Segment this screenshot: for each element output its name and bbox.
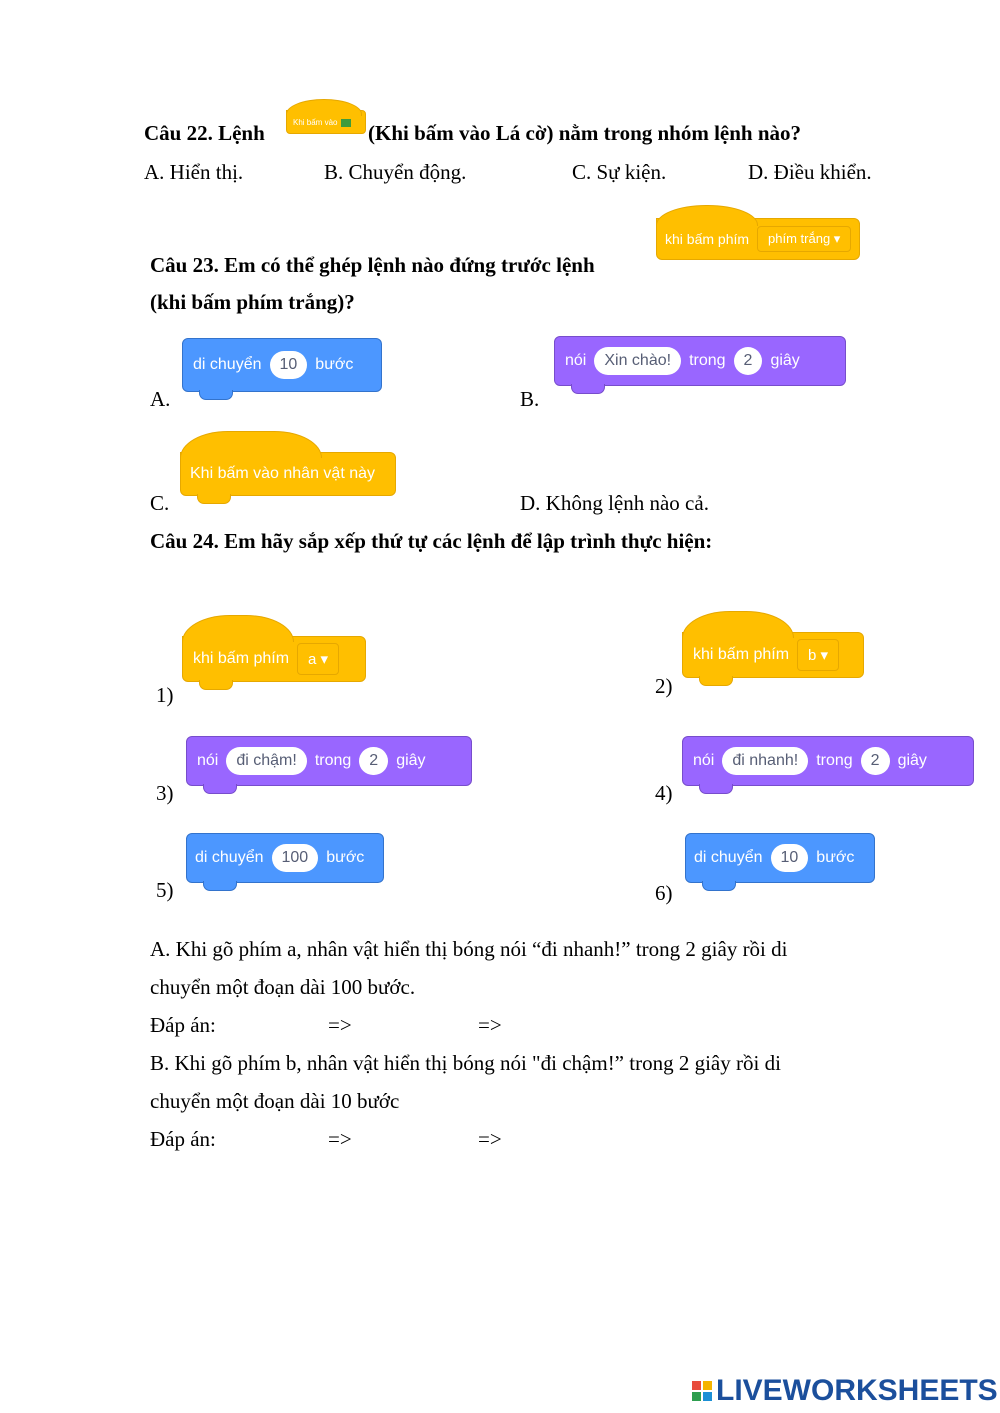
- q23-option-c-letter[interactable]: C.: [150, 491, 170, 515]
- q23-block-label: khi bấm phím: [665, 231, 750, 247]
- block-dropdown: a ▾: [297, 643, 339, 675]
- block-label: nói: [565, 352, 587, 369]
- block-label: di chuyển: [694, 849, 763, 866]
- block-value: 10: [771, 844, 809, 872]
- q24-b-line2: chuyển một đoạn dài 10 bước: [150, 1089, 400, 1113]
- q24-item5-block[interactable]: [186, 833, 384, 883]
- block-value2: 2: [734, 347, 763, 375]
- q24-item6-block[interactable]: [685, 833, 875, 883]
- block-mid: trong: [314, 752, 352, 769]
- block-label: nói: [693, 752, 715, 769]
- block-value: đi chậm!: [226, 747, 306, 775]
- block-label: di chuyển: [193, 356, 262, 373]
- q24-item1-block[interactable]: [182, 636, 366, 682]
- q24-item1-number: 1): [156, 683, 174, 707]
- block-suffix: bước: [315, 356, 354, 373]
- q24-item3-number: 3): [156, 781, 174, 805]
- block-label: khi bấm phím: [693, 646, 790, 663]
- q22-option-d[interactable]: D. Điều khiển.: [748, 160, 872, 184]
- q22-option-b[interactable]: B. Chuyển động.: [324, 160, 467, 184]
- block-dropdown: b ▾: [797, 639, 839, 671]
- q23-option-b-letter[interactable]: B.: [520, 387, 540, 411]
- logo-text: LIVEWORKSHEETS: [716, 1374, 998, 1407]
- block-mid: trong: [816, 752, 853, 769]
- block-mid: trong: [689, 352, 726, 369]
- q24-b-arrow-1: =>: [328, 1127, 352, 1151]
- logo-grid-icon: [692, 1381, 712, 1401]
- q23-option-b-block[interactable]: [554, 336, 846, 386]
- q24-item4-block[interactable]: [682, 736, 974, 786]
- q23-line1: Câu 23. Em có thể ghép lệnh nào đứng trước lệnh: [150, 253, 595, 277]
- block-suffix: giây: [770, 352, 800, 369]
- q23-block-dropdown: phím trắng ▾: [757, 226, 851, 252]
- q22-prefix: Câu 22. Lệnh: [144, 121, 265, 145]
- q23-option-a-block[interactable]: [182, 338, 382, 392]
- q24-item6-number: 6): [655, 881, 673, 905]
- block-label: Khi bấm vào nhân vật này: [190, 465, 376, 482]
- q24-a-line1: A. Khi gõ phím a, nhân vật hiển thị bóng nói “đi nhanh!” trong 2 giây rồi di: [150, 937, 788, 961]
- q23-line2: (khi bấm phím trắng)?: [150, 290, 355, 314]
- q23-key-white-block: [656, 218, 860, 260]
- block-value: 100: [272, 844, 319, 872]
- block-suffix: bước: [326, 849, 365, 866]
- q22-green-flag-block: [286, 110, 366, 134]
- q24-b-line1: B. Khi gõ phím b, nhân vật hiển thị bóng nói "đi chậm!” trong 2 giây rồi di: [150, 1051, 781, 1075]
- block-value: 10: [270, 351, 308, 379]
- block-value2: 2: [861, 747, 890, 775]
- block-value: đi nhanh!: [722, 747, 808, 775]
- q24-a-answer-label: Đáp án:: [150, 1013, 216, 1037]
- q24-item3-block[interactable]: [186, 736, 472, 786]
- block-suffix: bước: [816, 849, 855, 866]
- block-label: di chuyển: [195, 849, 264, 866]
- block-label: khi bấm phím: [193, 650, 290, 667]
- liveworksheets-logo: [692, 1374, 998, 1408]
- q22-suffix: (Khi bấm vào Lá cờ) nằm trong nhóm lệnh nào?: [368, 121, 802, 145]
- q24-a-line2: chuyển một đoạn dài 100 bước.: [150, 975, 416, 999]
- q24-b-answer-label: Đáp án:: [150, 1127, 216, 1151]
- q24-item5-number: 5): [156, 878, 174, 902]
- q24-item4-number: 4): [655, 781, 673, 805]
- block-label: nói: [197, 752, 219, 769]
- q23-option-a-letter[interactable]: A.: [150, 387, 171, 411]
- q23-option-d[interactable]: D. Không lệnh nào cả.: [520, 491, 709, 515]
- q24-b-arrow-2: =>: [478, 1127, 502, 1151]
- q24-a-arrow-2: =>: [478, 1013, 502, 1037]
- block-suffix: giây: [396, 752, 426, 769]
- q24-a-arrow-1: =>: [328, 1013, 352, 1037]
- q24-item2-number: 2): [655, 674, 673, 698]
- q24-item2-block[interactable]: [682, 632, 864, 678]
- green-flag-icon: [341, 119, 351, 127]
- block-suffix: giây: [897, 752, 927, 769]
- q23-option-c-block[interactable]: [180, 452, 396, 496]
- q22-option-c[interactable]: C. Sự kiện.: [572, 160, 667, 184]
- q24-title: Câu 24. Em hãy sắp xếp thứ tự các lệnh để lập trình thực hiện:: [150, 529, 713, 553]
- block-value: Xin chào!: [594, 347, 681, 375]
- q22-block-label: Khi bấm vào: [293, 117, 338, 127]
- q22-option-a[interactable]: A. Hiển thị.: [144, 160, 244, 184]
- block-value2: 2: [359, 747, 388, 775]
